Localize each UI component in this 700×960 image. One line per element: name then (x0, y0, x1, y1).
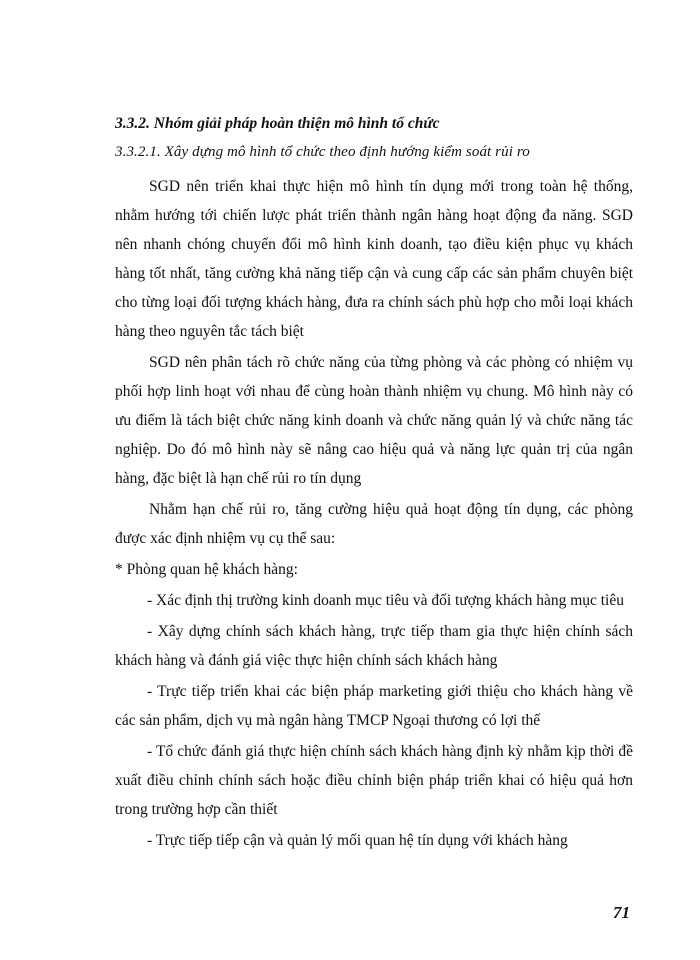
list-item-4: - Tổ chức đánh giá thực hiện chính sách khách hàng định kỳ nhằm kịp thời đề xuất điều chỉnh chính sách hoặc điều chỉnh biện pháp triển khai có hiệu quả hơn trong trường hợp cần thiết (115, 743, 633, 818)
list-item-1: - Xác định thị trường kinh doanh mục tiêu và đối tượng khách hàng mục tiêu (147, 592, 624, 609)
paragraph-2: SGD nên phân tách rõ chức năng của từng phòng và các phòng có nhiệm vụ phối hợp linh hoạt với nhau để cùng hoàn thành nhiệm vụ chung. Mô hình này có ưu điểm là tách biệt chức năng kinh doanh và chức năng quản lý và chức năng tác nghiệp. Do đó mô hình này sẽ nâng cao hiệu quả và năng lực quản trị của ngân hàng, đặc biệt là hạn chế rủi ro tín dụng (115, 354, 633, 487)
paragraph-3: Nhằm hạn chế rủi ro, tăng cường hiệu quả hoạt động tín dụng, các phòng được xác định nhiệm vụ cụ thể sau: (115, 501, 633, 547)
list-item-2: - Xây dựng chính sách khách hàng, trực tiếp tham gia thực hiện chính sách khách hàng và đánh giá việc thực hiện chính sách khách hàng (115, 623, 633, 669)
list-item-5: - Trực tiếp tiếp cận và quản lý mối quan hệ tín dụng với khách hàng (147, 832, 568, 849)
subsection-heading: 3.3.2.1. Xây dựng mô hình tổ chức theo định hướng kiểm soát rủi ro (115, 144, 530, 160)
page-content (115, 114, 633, 857)
paragraph-1: SGD nên triển khai thực hiện mô hình tín dụng mới trong toàn hệ thống, nhằm hướng tới chiến lược phát triển thành ngân hàng hoạt động đa năng. SGD nên nhanh chóng chuyển đổi mô hình kinh doanh, tạo điều kiện phục vụ khách hàng tốt nhất, tăng cường khả năng tiếp cận và cung cấp các sản phẩm chuyên biệt cho từng loại đối tượng khách hàng, đưa ra chính sách phù hợp cho mỗi loại khách hàng theo nguyên tắc tách biệt (115, 178, 633, 340)
list-title: * Phòng quan hệ khách hàng: (115, 561, 298, 578)
page-number: 71 (613, 903, 630, 922)
list-item-3: - Trực tiếp triển khai các biện pháp marketing giới thiệu cho khách hàng về các sản phẩm, dịch vụ mà ngân hàng TMCP Ngoại thương có lợi thế (115, 683, 633, 729)
section-heading: 3.3.2. Nhóm giải pháp hoàn thiện mô hình tổ chức (115, 115, 440, 132)
